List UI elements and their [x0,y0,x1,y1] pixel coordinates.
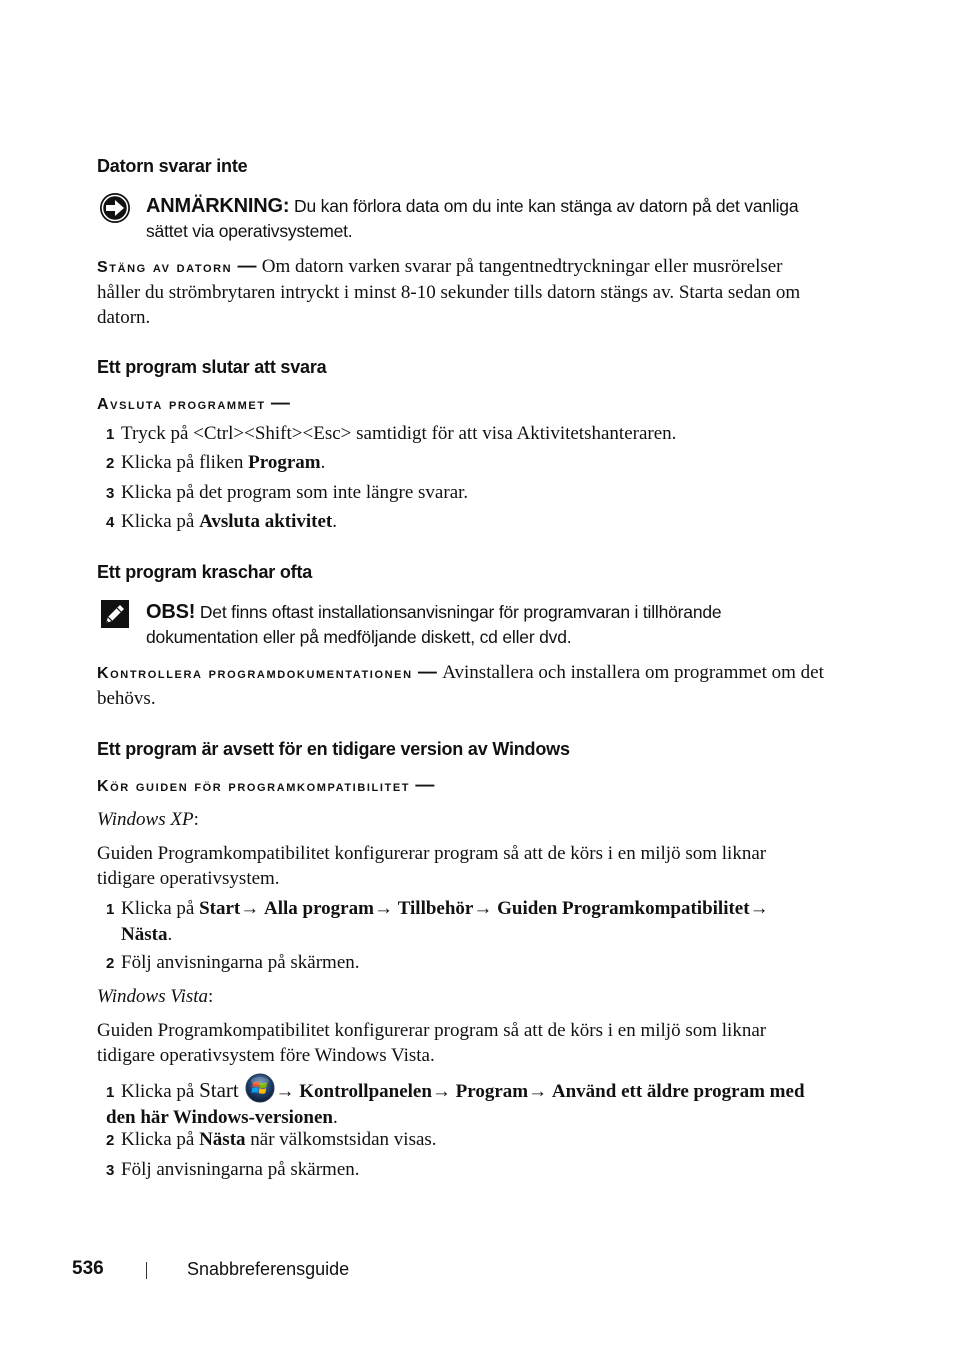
action-compatibility-wizard [97,773,827,799]
notice-arrow-icon [99,192,131,224]
step-number: 3 [106,485,115,502]
step-number: 1 [106,1084,115,1101]
obs-text [146,600,826,650]
step-bold: Program [248,452,321,473]
list-item [106,480,826,506]
step-text: Klicka på [121,898,200,919]
notice-text [146,194,826,244]
list-item [106,1127,826,1153]
step-text-end: när välkomstsidan visas. [245,1129,437,1150]
action-title: Kontrollera programdokumentationen [97,665,413,682]
step-text: Klicka på fliken [121,452,249,473]
os-label: Windows XP [97,809,194,830]
arrow: → [528,1081,552,1102]
label-windows-xp [97,807,827,832]
menu-path-programs: Program [455,1081,529,1102]
heading-program-not-responding: Ett program slutar att svara [97,357,327,377]
action-body: Avinstallera och installera om programmet om det behövs. [97,662,824,709]
arrow: → [240,898,264,919]
step-text-end: . [167,924,173,945]
arrow: → [749,898,769,919]
heading-computer-not-responding: Datorn svarar inte [97,156,248,176]
list-item [106,896,826,947]
action-body: Om datorn varken svarar på tangentnedtryckningar eller musrörelser håller du strömbrytaren intryckt i minst 8-10 sekunder tills datorn stängs av. Starta sedan om datorn. [97,256,801,328]
notice-lead: ANMÄRKNING: [146,195,290,217]
step-text-end: . [320,452,326,473]
menu-path-older-program: Använd ett äldre program med den här Windows-versionen [106,1081,805,1128]
page-number: 536 [72,1258,104,1279]
footer-title: Snabbreferensguide [187,1259,350,1279]
list-item [106,421,826,447]
list-item [106,1157,826,1183]
obs-lead: OBS! [146,601,196,623]
menu-path-next: Nästa [121,924,168,945]
step-text: Följ anvisningarna på skärmen. [121,952,360,973]
xp-description: Guiden Programkompatibilitet konfigurerar program så att de körs i en miljö som liknar tidigare operativsystem. [97,843,767,889]
step-number: 4 [106,514,115,531]
action-title: Avsluta programmet [97,396,266,413]
action-title: Stäng av datorn [97,259,233,276]
pencil-note-icon [99,598,131,630]
heading-program-older-windows: Ett program är avsett för en tidigare version av Windows [97,739,570,759]
step-number: 3 [106,1162,115,1179]
step-text: Följ anvisningarna på skärmen. [121,1159,360,1180]
step-bold: Nästa [199,1129,246,1150]
heading-program-crashes: Ett program kraschar ofta [97,562,313,582]
step-text: Klicka på [121,1081,200,1102]
label-windows-vista [97,984,827,1009]
step-text: Klicka på det program som inte längre svarar. [121,482,469,503]
step-number: 1 [106,426,115,443]
step-text-end: . [332,511,337,532]
obs-body: Det finns oftast installationsanvisningar för programvaran i tillhörande dokumentation eller på medföljande diskett, cd eller dvd. [146,602,722,647]
step-number: 1 [106,901,115,918]
menu-path-all-programs: Alla program [263,898,374,919]
list-item [106,1073,826,1130]
action-end-program [97,391,827,417]
step-text: Klicka på [121,511,200,532]
action-power-off [97,254,827,330]
menu-path-start: Start [199,898,241,919]
action-dash: — [232,256,262,277]
action-dash: — [265,393,290,414]
menu-path-start: Start [199,1078,239,1102]
os-label: Windows Vista [97,986,209,1007]
step-text: Tryck på <Ctrl><Shift><Esc> samtidigt för att visa Aktivitetshanteraren. [121,423,677,444]
menu-path-accessories: Tillbehör [397,898,474,919]
action-dash: — [410,775,435,796]
step-number: 2 [106,1132,115,1149]
menu-path-wizard: Guiden Programkompatibilitet [497,898,750,919]
os-colon: : [193,809,199,830]
list-item [106,509,826,535]
step-text-end: . [333,1107,338,1128]
vista-description: Guiden Programkompatibilitet konfigurerar program så att de körs i en miljö som liknar tidigare operativsystem före Windows Vista. [97,1020,767,1066]
arrow: → [373,898,398,919]
arrow: → [473,898,498,919]
windows-start-icon [245,1073,275,1103]
notice-body: Du kan förlora data om du inte kan stänga av datorn på det vanliga sättet via operativsystemet. [146,196,799,241]
arrow: → [275,1081,300,1102]
list-item [106,450,826,476]
action-title: Kör guiden för programkompatibilitet [97,778,411,795]
menu-path-control-panel: Kontrollpanelen [299,1081,432,1102]
footer-divider [146,1262,147,1279]
step-text: Klicka på [121,1129,200,1150]
os-colon: : [208,986,214,1007]
list-item [106,950,826,976]
step-bold: Avsluta aktivitet [199,511,333,532]
step-number: 2 [106,455,115,472]
step-number: 2 [106,955,115,972]
arrow: → [431,1081,456,1102]
action-dash: — [412,662,443,683]
action-check-documentation [97,660,827,711]
